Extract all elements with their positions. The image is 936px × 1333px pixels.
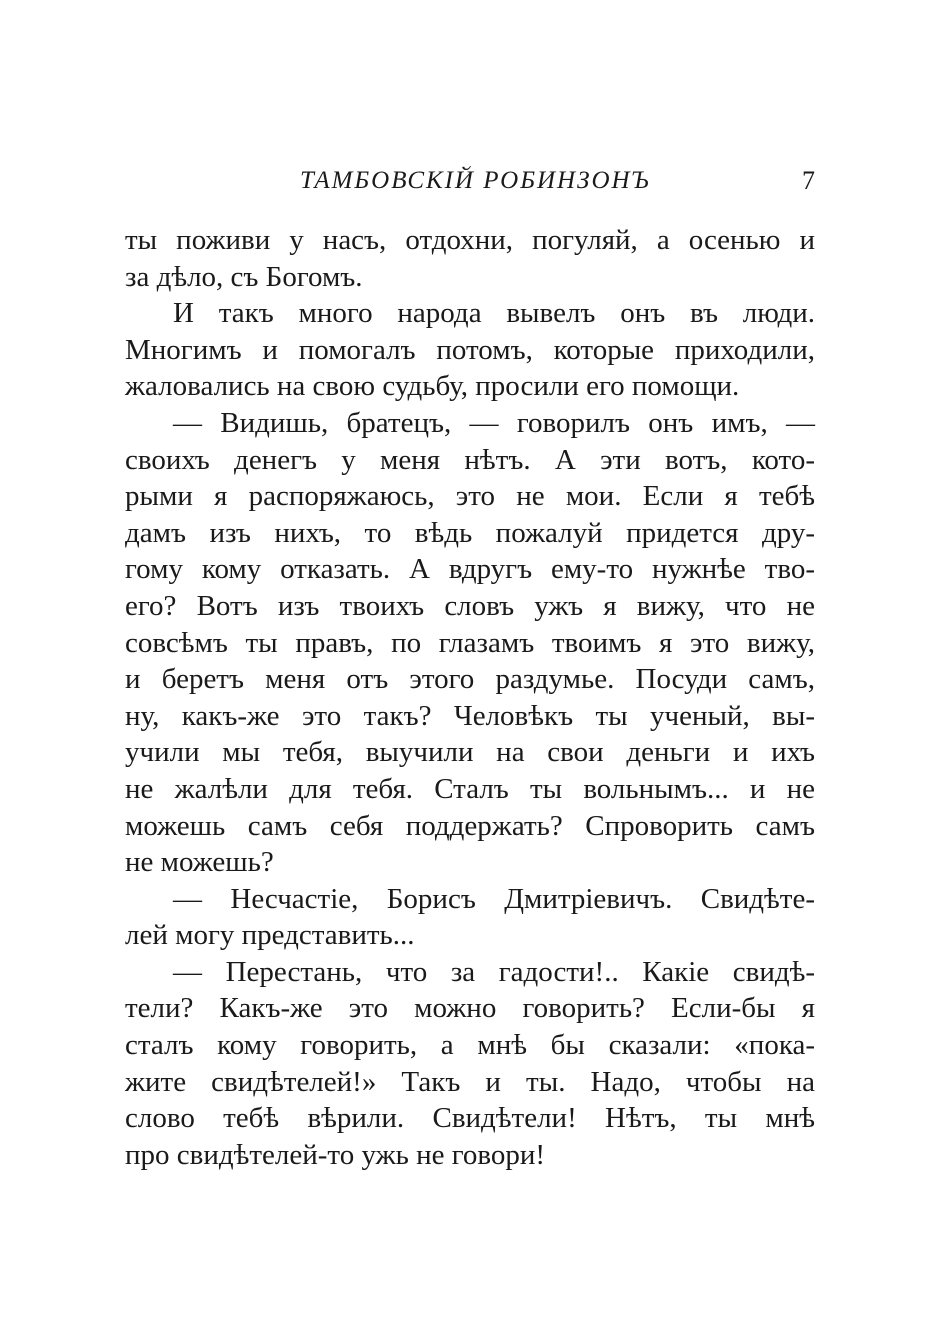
page-number: 7 (802, 166, 815, 195)
text-line: гому кому отказать. А вдругъ ему-то нужнѣе тво- (125, 553, 815, 586)
text-line: своихъ денегъ у меня нѣтъ. А эти вотъ, кото- (125, 443, 815, 476)
text-line: — Несчастіе, Борисъ Дмитріевичъ. Свидѣте- (173, 882, 815, 915)
text-line: дамъ изъ нихъ, то вѣдь пожалуй придется дру- (125, 516, 815, 549)
text-line: совсѣмъ ты правъ, по глазамъ твоимъ я это вижу, (125, 626, 815, 659)
text-line: ты поживи у насъ, отдохни, погуляй, а осенью и (125, 224, 815, 256)
text-line: тели? Какъ-же это можно говорить? Если-бы я (125, 992, 815, 1025)
text-line: жите свидѣтелей!» Такъ и ты. Надо, чтобы на (125, 1065, 815, 1098)
text-line: рыми я распоряжаюсь, это не мои. Если я тебѣ (125, 480, 815, 513)
text-line: ну, какъ-же это такъ? Человѣкъ ты ученый, вы- (125, 699, 815, 732)
text-line: учили мы тебя, выучили на свои деньги и ихъ (125, 736, 815, 769)
text-line: можешь самъ себя поддержать? Спроворить самъ (125, 809, 815, 842)
body-text (125, 222, 815, 1173)
text-line: и беретъ меня отъ этого раздумье. Посуди самъ, (125, 663, 815, 696)
text-line: сталъ кому говорить, а мнѣ бы сказали: «пока- (125, 1029, 815, 1062)
text-line: жаловались на свою судьбу, просили его помощи. (125, 370, 740, 403)
text-line: Многимъ и помогалъ потомъ, которые приходили, (125, 333, 815, 366)
running-title: ТАМБОВСКІЙ РОБИНЗОНЪ (300, 167, 651, 194)
text-line: за дѣло, съ Богомъ. (125, 260, 363, 293)
text-line: — Перестань, что за гадости!.. Какіе свидѣ- (173, 955, 815, 988)
text-line: не жалѣли для тебя. Сталъ ты вольнымъ... и не (125, 772, 815, 805)
text-line: слово тебѣ вѣрили. Свидѣтели! Нѣтъ, ты мнѣ (125, 1102, 815, 1135)
text-line: лей могу представить... (125, 919, 415, 952)
text-line: не можешь? (125, 846, 274, 879)
running-head (125, 166, 815, 196)
text-line: его? Вотъ изъ твоихъ словъ ужъ я вижу, что не (125, 589, 815, 622)
text-line: — Видишь, братецъ, — говорилъ онъ имъ, — (173, 406, 815, 439)
text-line: про свидѣтелей-то ужь не говори! (125, 1138, 546, 1171)
text-line: И такъ много народа вывелъ онъ въ люди. (173, 297, 815, 330)
